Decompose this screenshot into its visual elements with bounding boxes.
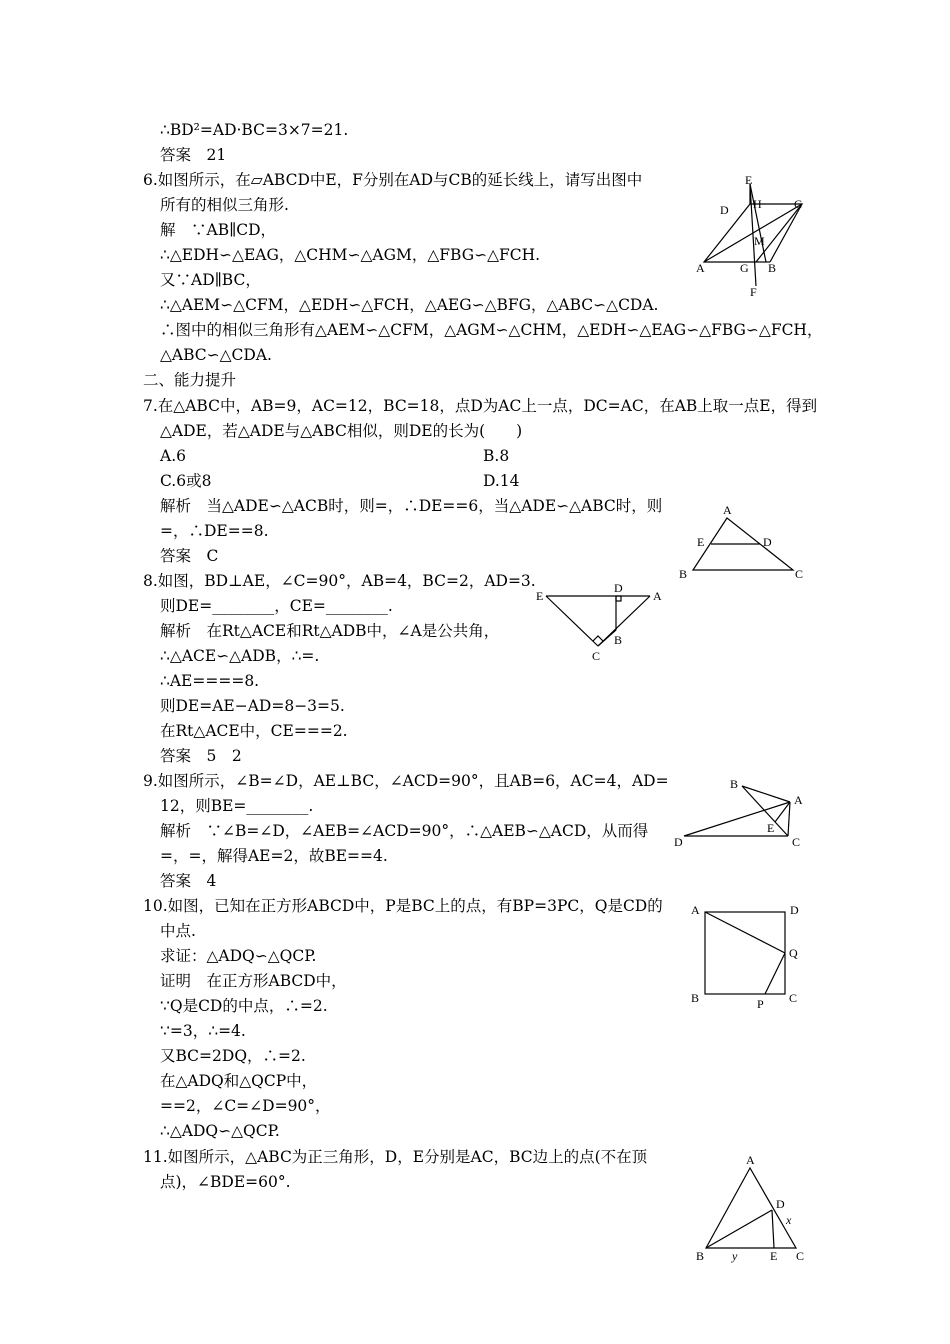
text-line: 又∵AD∥BC， — [160, 271, 261, 289]
figure-right-triangles — [530, 582, 670, 664]
label-e: E — [745, 173, 753, 187]
text-line: 中点. — [160, 922, 196, 940]
text-line: 所有的相似三角形. — [160, 196, 289, 214]
figure-parallelogram — [690, 172, 820, 300]
text-line: 12，则BE=________. — [160, 797, 314, 815]
label-e: E — [697, 535, 705, 549]
text-line: ∴△ACE∽△ADB，∴=. — [160, 647, 320, 665]
label-b: B — [691, 991, 700, 1005]
text-line: A.6 — [160, 447, 186, 465]
text-line: 答案 4 — [160, 872, 217, 890]
text-line: C.6或8 — [160, 472, 212, 490]
label-a: A — [653, 589, 662, 603]
label-a: A — [696, 261, 705, 275]
label-d: D — [720, 203, 729, 217]
text-line: ∴△AEM∽△CFM，△EDH∽△FCH，△AEG∽△BFG，△ABC∽△CDA. — [160, 296, 659, 314]
label-y: y — [732, 1249, 738, 1263]
figure-abc-d — [670, 774, 815, 852]
label-a: A — [691, 903, 700, 917]
text-line: 10.如图，已知在正方形ABCD中，P是BC上的点，有BP=3PC，Q是CD的 — [143, 897, 663, 915]
label-c: C — [789, 991, 798, 1005]
text-line: =，∴DE==8. — [160, 522, 269, 540]
text-line: 解 ∵AB∥CD， — [160, 221, 277, 239]
text-line: 又BC=2DQ，∴=2. — [160, 1047, 306, 1065]
text-line: 答案 5 2 — [160, 747, 242, 765]
text-line: 7.在△ABC中，AB=9，AC=12，BC=18，点D为AC上一点，DC=AC，在AB上取一点E，得到 — [143, 397, 818, 415]
label-c: C — [792, 835, 801, 849]
text-line: 求证：△ADQ∽△QCP. — [160, 947, 317, 965]
label-a: A — [794, 793, 803, 807]
text-line: 解析 ∵∠B=∠D，∠AEB=∠ACD=90°，∴△AEB∽△ACD，从而得 — [160, 822, 649, 840]
label-a: A — [723, 503, 732, 517]
text-line: △ABC∽△CDA. — [160, 346, 272, 364]
figure-square — [685, 902, 805, 1012]
figure-triangle-ade — [675, 502, 810, 584]
text-line: 二、能力提升 — [143, 371, 237, 389]
text-line: 在Rt△ACE中，CE===2. — [160, 722, 348, 740]
text-line: 证明 在正方形ABCD中， — [160, 972, 347, 990]
text-line: 8.如图，BD⊥AE，∠C=90°，AB=4，BC=2，AD=3. — [143, 572, 536, 590]
text-line: ==2，∠C=∠D=90°， — [160, 1097, 331, 1115]
label-e: E — [767, 821, 775, 835]
text-line: 11.如图所示，△ABC为正三角形，D，E分别是AC，BC边上的点(不在顶 — [143, 1148, 648, 1166]
text-line: D.14 — [483, 472, 520, 490]
label-g: G — [740, 261, 749, 275]
text-line: ∴AE====8. — [160, 672, 260, 690]
text-line: 6.如图所示，在▱ABCD中E，F分别在AD与CB的延长线上，请写出图中 — [143, 171, 643, 189]
text-line: 则DE=AE−AD=8−3=5. — [160, 697, 345, 715]
text-line: B.8 — [483, 447, 510, 465]
label-h: H — [753, 197, 762, 211]
text-line: ∴图中的相似三角形有△AEM∽△CFM，△AGM∽△CHM，△EDH∽△EAG∽△FBG∽△FCH， — [160, 321, 823, 339]
text-line: =，=，解得AE=2，故BE==4. — [160, 847, 388, 865]
text-line: 9.如图所示，∠B=∠D，AE⊥BC，∠ACD=90°，且AB=6，AC=4，AD= — [143, 772, 669, 790]
text-line: ∴△ADQ∽△QCP. — [160, 1122, 280, 1140]
text-line: ∴△EDH∽△EAG，△CHM∽△AGM，△FBG∽△FCH. — [160, 246, 541, 264]
label-f: F — [750, 285, 757, 299]
text-line: ∴BD²=AD·BC=3×7=21. — [160, 121, 349, 139]
text-line: 答案 C — [160, 547, 219, 565]
text-line: 点)，∠BDE=60°. — [160, 1173, 291, 1191]
label-e: E — [536, 589, 544, 603]
text-line: 则DE=________，CE=________. — [160, 597, 393, 615]
figure-equilateral — [690, 1152, 815, 1267]
text-line: 解析 当△ADE∽△ACB时，则=，∴DE==6，当△ADE∽△ABC时，则 — [160, 497, 663, 515]
label-c: C — [795, 567, 804, 581]
label-d: D — [763, 535, 772, 549]
label-x: x — [786, 1213, 792, 1227]
text-line: ∵Q是CD的中点，∴=2. — [160, 997, 328, 1015]
label-p: P — [757, 997, 764, 1011]
label-b: B — [768, 261, 777, 275]
label-d: D — [776, 1197, 785, 1211]
label-c: C — [794, 197, 803, 211]
label-e: E — [770, 1249, 778, 1263]
label-d: D — [614, 582, 623, 595]
label-b: B — [696, 1249, 705, 1263]
label-b: B — [679, 567, 688, 581]
label-a: A — [746, 1153, 755, 1167]
label-c: C — [592, 649, 601, 663]
label-c: C — [796, 1249, 805, 1263]
text-line: 解析 在Rt△ACE和Rt△ADB中，∠A是公共角， — [160, 622, 500, 640]
label-b: B — [614, 633, 623, 647]
label-d: D — [790, 903, 799, 917]
text-line: 在△ADQ和△QCP中， — [160, 1072, 318, 1090]
label-b: B — [730, 777, 739, 791]
text-line: △ADE，若△ADE与△ABC相似，则DE的长为( ) — [160, 422, 523, 440]
label-q: Q — [789, 946, 798, 960]
text-line: 答案 21 — [160, 146, 227, 164]
label-d: D — [674, 835, 683, 849]
text-line: ∵=3，∴=4. — [160, 1022, 246, 1040]
label-m: M — [754, 234, 765, 248]
